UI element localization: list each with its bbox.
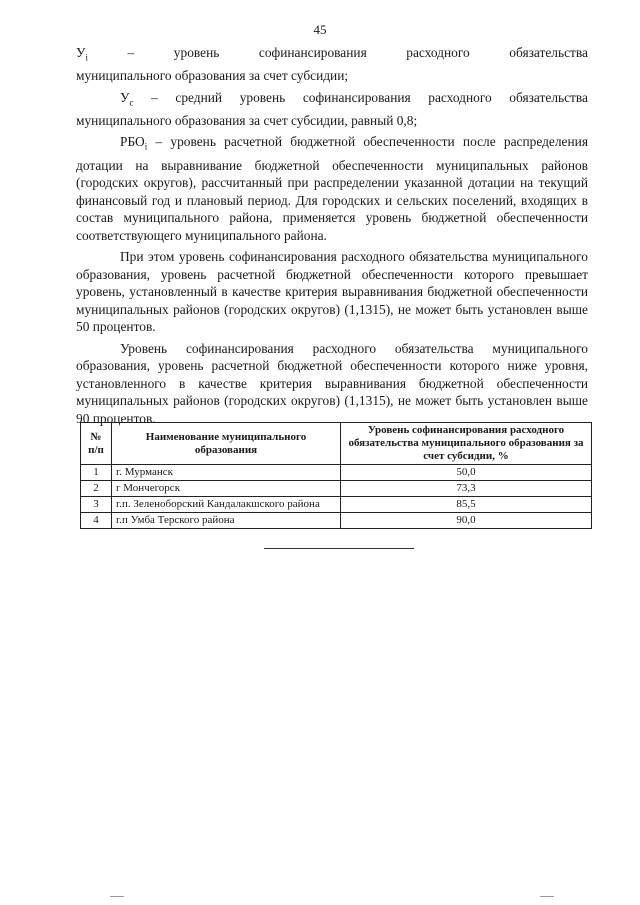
definition-rbo-i	[76, 133, 588, 244]
definition-y-i-first-line	[76, 44, 588, 67]
closing-rule	[264, 548, 414, 549]
row-num: 3	[81, 497, 112, 513]
symbol-rbo-i: $РБО_i$	[120, 134, 148, 153]
row-num: 2	[81, 481, 112, 497]
word: расходного	[406, 45, 470, 60]
scan-mark-left	[110, 896, 124, 897]
row-value: 85,5	[341, 497, 592, 513]
table-row	[81, 513, 592, 529]
row-num: 4	[81, 513, 112, 529]
row-num: 1	[81, 465, 112, 481]
scan-mark-right	[540, 896, 554, 897]
header-num: № п/п	[81, 423, 112, 465]
row-name: г. Мурманск	[112, 465, 341, 481]
table-row	[81, 497, 592, 513]
header-name: Наименование муниципального образования	[112, 423, 341, 465]
row-name: г.п. Зеленоборский Кандалакшского района	[112, 497, 341, 513]
definition-y-c-text: – средний уровень софинансирования расходного обязательства муниципального образования за счет субсидии, равный 0,8;	[76, 89, 588, 128]
definition-y-i-rest: муниципального образования за счет субсидии;	[76, 68, 349, 84]
row-name: г.п Умба Терского района	[112, 513, 341, 529]
cofinancing-table	[80, 422, 592, 529]
word: уровень	[173, 45, 220, 60]
row-name: г Мончегорск	[112, 481, 341, 497]
paragraph-50-percent: При этом уровень софинансирования расходного обязательства муниципального образования, уровень расчетной бюджетной обеспеченности которого превышает уровень, установленный в качестве критерия выравнивания бюджетной обеспеченности муниципальных районов (городских округов) (1,1315), не может быть установлен выше 50 процентов.	[76, 249, 588, 335]
word: обязательства	[509, 45, 588, 60]
table-header-row	[81, 423, 592, 465]
paragraph-90-percent: Уровень софинансирования расходного обязательства муниципального образования, уровень расчетной бюджетной обеспеченности которого ниже уровня, установленного в качестве критерия выравнивания бюджетной обеспеченности муниципальных районов (городских округов) (1,1315), не может быть установлен выше 90 процентов.	[76, 340, 588, 426]
table-row	[81, 481, 592, 497]
table-row	[81, 465, 592, 481]
symbol-y-c: $У_c$	[120, 89, 134, 108]
symbol-y-i: $У_i$	[76, 45, 88, 63]
row-value: 73,3	[341, 481, 592, 497]
definition-rbo-i-text: – уровень расчетной бюджетной обеспеченности после распределения дотации на выравнивание бюджетной обеспеченности муниципальных районов (городских округов), рассчитанный при распределении указанной дотации на текущий финансовый год и плановый период. Для городских и сельских поселений, входящих в состав муниципального района, применяется уровень бюджетной обеспеченности соответствующего муниципального района.	[76, 134, 588, 243]
word: софинансирования	[258, 45, 367, 60]
dash: –	[127, 45, 135, 60]
definition-y-i	[76, 44, 588, 85]
document-body	[76, 44, 588, 427]
row-value: 90,0	[341, 513, 592, 529]
definition-y-c	[76, 89, 588, 130]
page-number: 45	[313, 22, 327, 37]
header-level: Уровень софинансирования расходного обязательства муниципального образования за счет субсидии, %	[341, 423, 592, 465]
row-value: 50,0	[341, 465, 592, 481]
